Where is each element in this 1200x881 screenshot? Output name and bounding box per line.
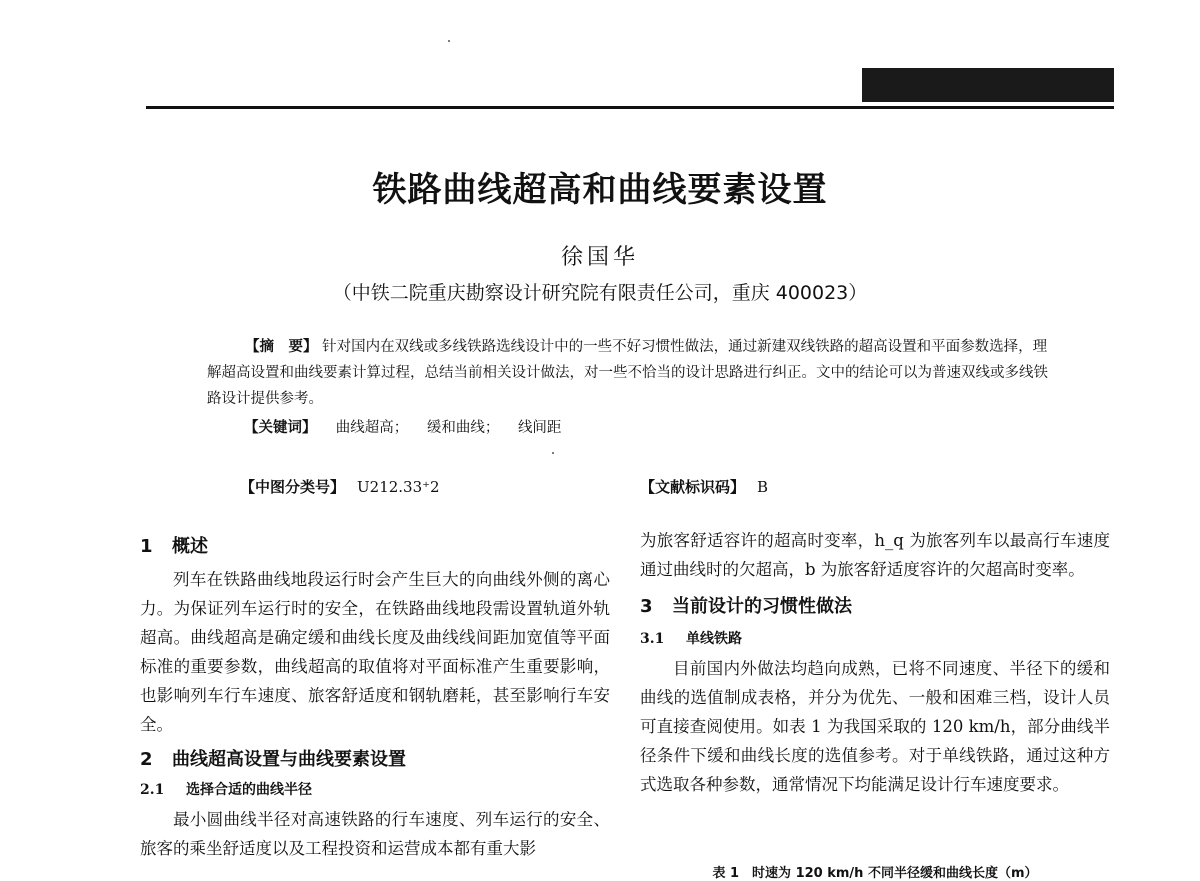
abstract <box>207 334 1057 412</box>
header-black-bar <box>862 68 1114 102</box>
document-code <box>640 476 768 497</box>
paragraph: 为旅客舒适容许的超高时变率，h_q 为旅客列车以最高行车速度通过曲线时的欠超高，b 为旅客舒适度容许的欠超高时变率。 <box>640 531 1110 579</box>
classification-number <box>240 476 440 497</box>
subsection-heading: 3.1 单线铁路 <box>640 631 742 647</box>
keywords <box>244 416 575 437</box>
keyword-item: 曲线超高； <box>335 420 409 436</box>
keywords-label: 【关键词】 <box>244 420 317 436</box>
doc-code-value: B <box>757 478 769 496</box>
scan-speck <box>552 452 554 454</box>
paragraph: 列车在铁路曲线地段运行时会产生巨大的向曲线外侧的离心力。为保证列车运行时的安全，在铁路曲线地段需设置轨道外轨超高。曲线超高是确定缓和曲线长度及曲线线间距加宽值等平面标准的重要参数，曲线超高的取值将对平面标准产生重要影响，也影响列车行车速度、旅客舒适度和钢轨磨耗，甚至影响行车安全。 <box>140 570 610 734</box>
right-column <box>640 526 1110 799</box>
section-heading: 3 当前设计的习惯性做法 <box>640 596 852 617</box>
scan-speck <box>448 40 450 42</box>
keyword-item: 缓和曲线； <box>426 420 500 436</box>
abstract-text: 针对国内在双线或多线铁路选线设计中的一些不好习惯性做法，通过新建双线铁路的超高设置和平面参数选择，理解超高设置和曲线要素计算过程，总结当前相关设计做法，对一些不恰当的设计思路进行纠正。文中的结论可以为普速双线或多线铁路设计提供参考。 <box>207 339 1048 407</box>
table-caption: 表 1 时速为 120 km/h 不同半径缓和曲线长度（m） <box>712 866 1038 881</box>
left-column <box>140 532 610 863</box>
page-title: 铁路曲线超高和曲线要素设置 <box>372 170 828 210</box>
author-affiliation: （中铁二院重庆勘察设计研究院有限责任公司，重庆 400023） <box>332 282 868 304</box>
keyword-item: 线间距 <box>517 420 562 436</box>
author-name: 徐国华 <box>560 245 639 270</box>
doc-code-label: 【文献标识码】 <box>640 478 746 496</box>
abstract-label: 【摘 要】 <box>245 339 318 355</box>
subsection-heading: 2.1 选择合适的曲线半径 <box>140 782 312 798</box>
classification-value: U212.33⁺2 <box>357 478 440 496</box>
paragraph: 最小圆曲线半径对高速铁路的行车速度、列车运行的安全、旅客的乘坐舒适度以及工程投资和运营成本都有重大影 <box>140 810 610 858</box>
paragraph: 目前国内外做法均趋向成熟，已将不同速度、半径下的缓和曲线的选值制成表格，并分为优先、一般和困难三档，设计人员可直接查阅使用。如表 1 为我国采取的 120 km/h，部分曲线半径条件下缓和曲线长度的选值参考。对于单线铁路，通过这种方式选取各种参数，通常情况下均能满足设计行车速度要求。 <box>640 659 1110 794</box>
section-heading: 1 概述 <box>140 536 208 557</box>
section-heading: 2 曲线超高设置与曲线要素设置 <box>140 749 406 770</box>
classification-label: 【中图分类号】 <box>240 478 346 496</box>
header-rule <box>146 106 1114 109</box>
